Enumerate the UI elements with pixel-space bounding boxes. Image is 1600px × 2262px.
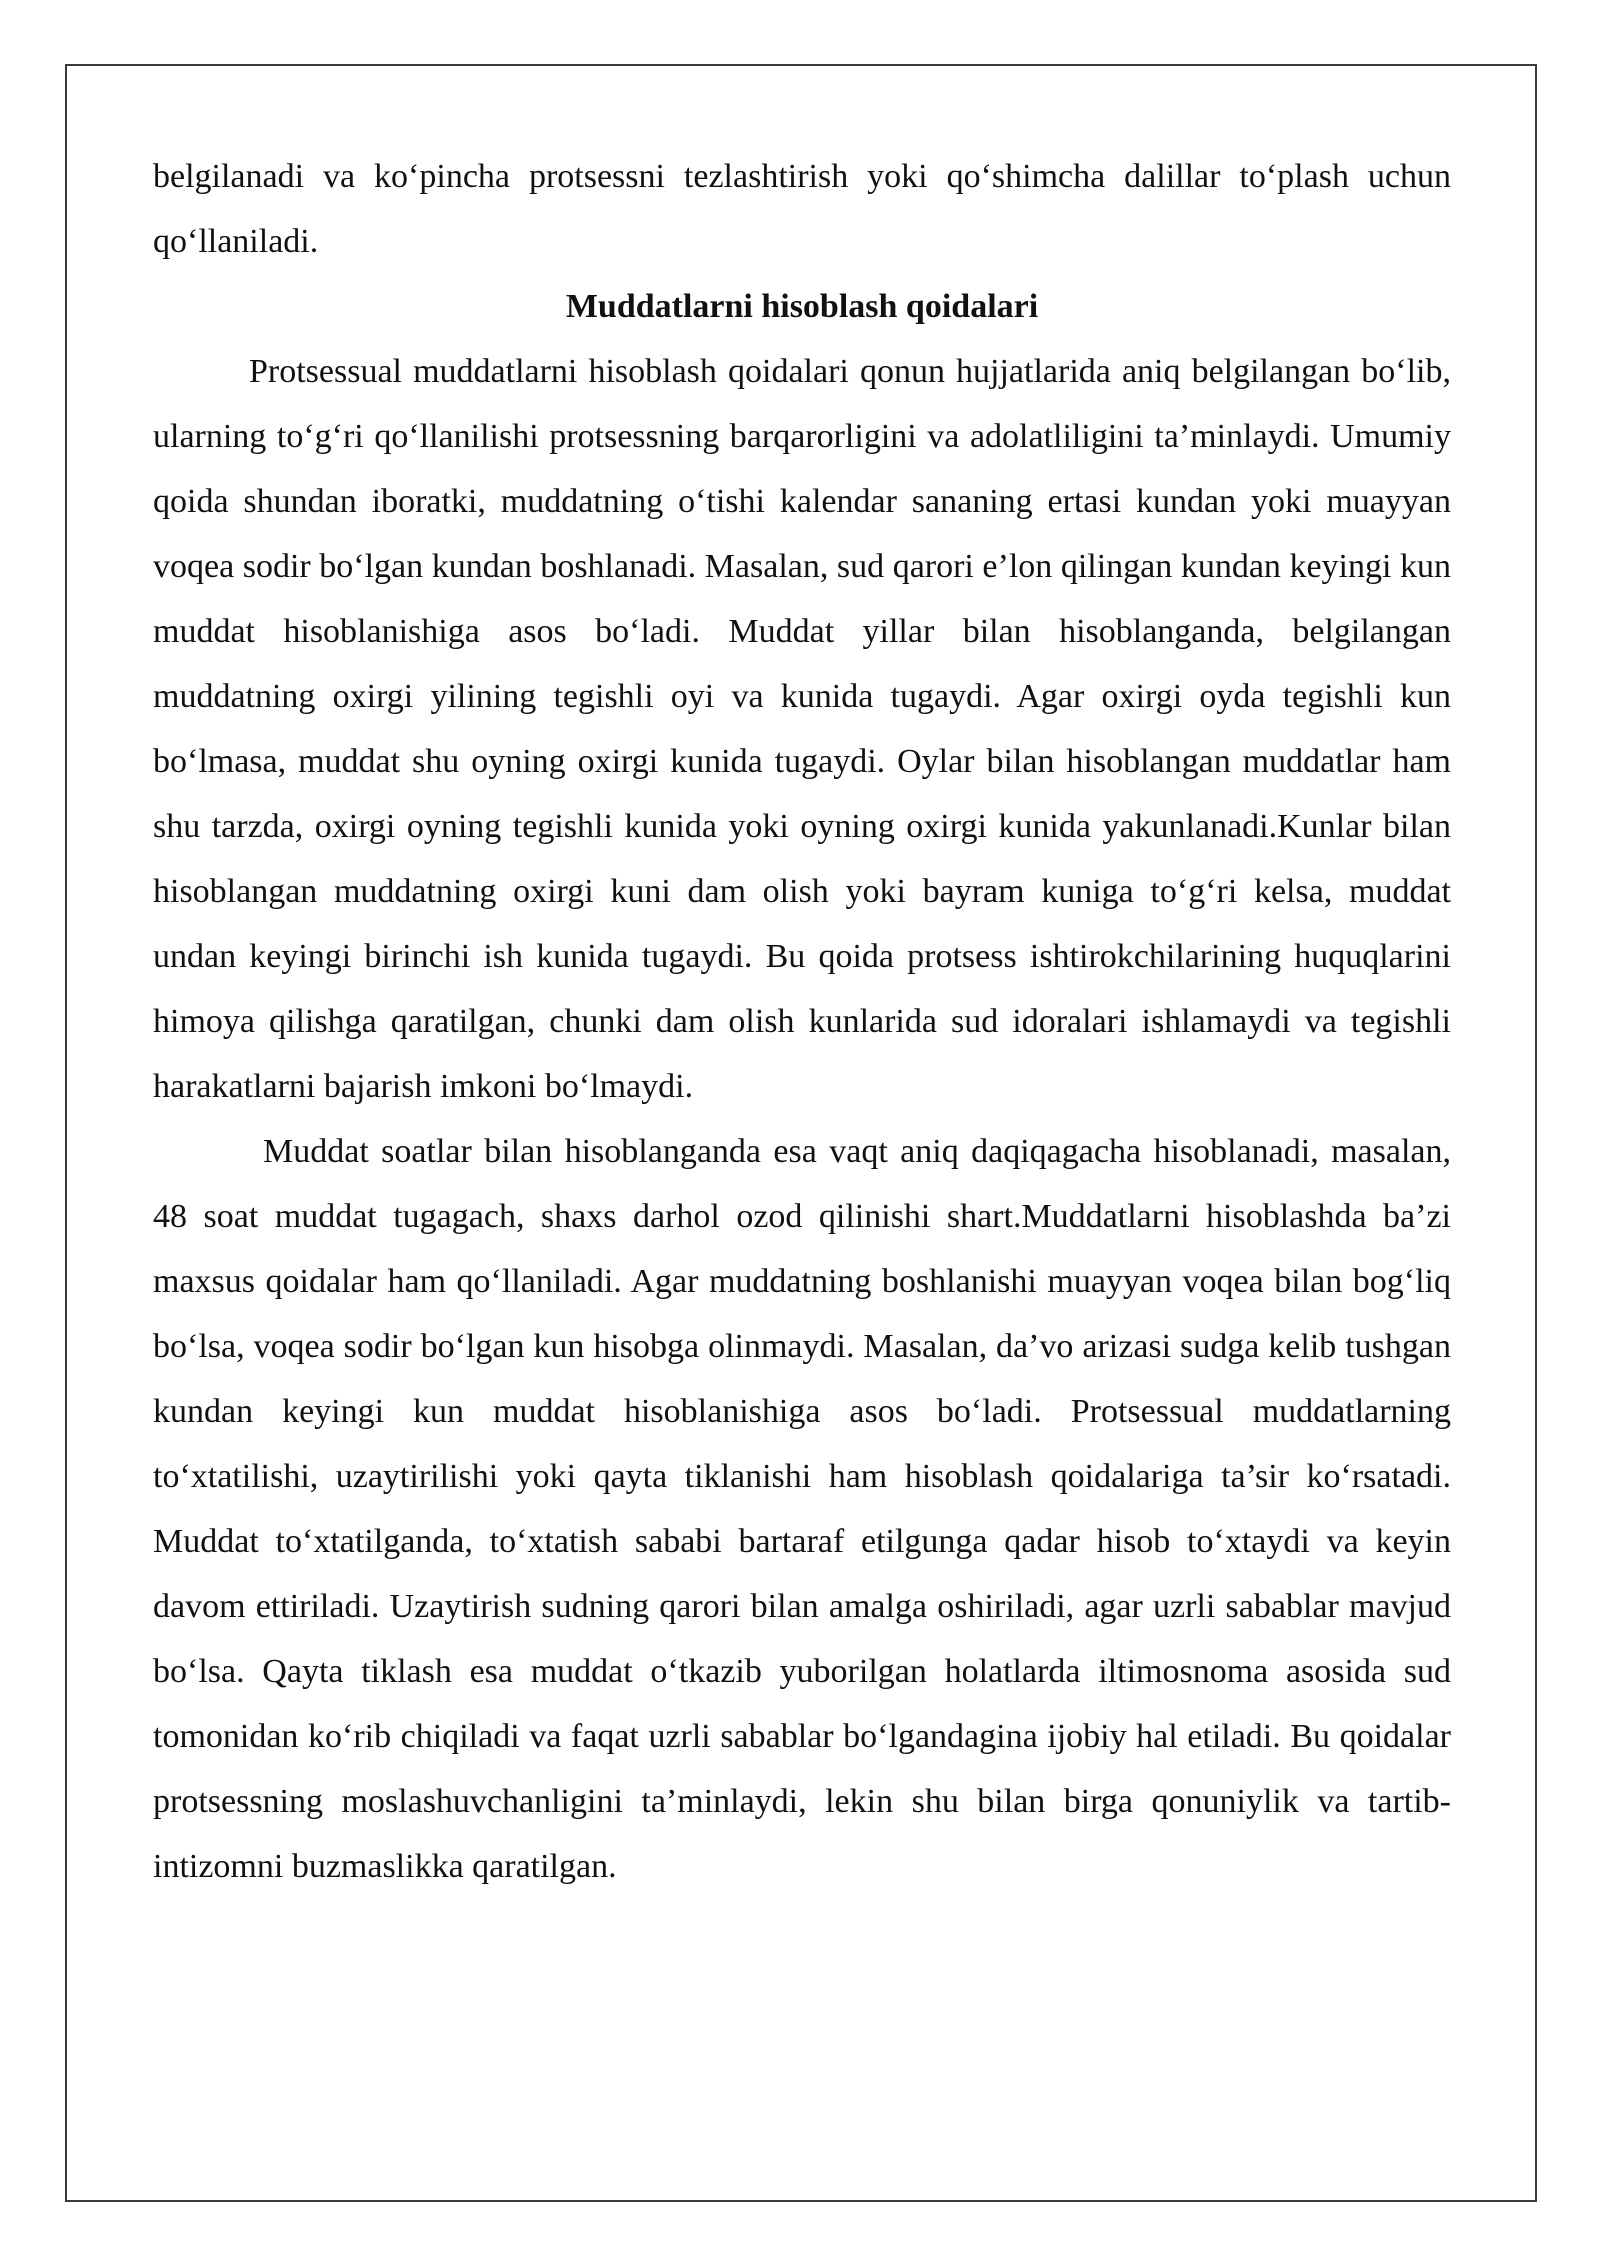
paragraph-hours: Muddat soatlar bilan hisoblanganda esa vaqt aniq daqiqagacha hisoblanadi, masalan, 48 soat muddat tugagach, shaxs darhol ozod qilinishi shart.Muddatlarni hisoblashda ba’zi maxsus qoidalar ham qo‘llaniladi. Agar muddatning boshlanishi muayyan voqea bilan bog‘liq bo‘lsa, voqea sodir bo‘lgan kun hisobga olinmaydi. Masalan, da’vo arizasi sudga kelib tushgan kundan keyingi kun muddat hisoblanishiga asos bo‘ladi. Protsessual muddatlarning to‘xtatilishi, uzaytirilishi yoki qayta tiklanishi ham hisoblash qoidalariga ta’sir ko‘rsatadi. Muddat to‘xtatilganda, to‘xtatish sababi bartaraf etilgunga qadar hisob to‘xtaydi va keyin davom ettiriladi. Uzaytirish sudning qarori bilan amalga oshiriladi, agar uzrli sabablar mavjud bo‘lsa. Qayta tiklash esa muddat o‘tkazib yuborilgan holatlarda iltimosnoma asosida sud tomonidan ko‘rib chiqiladi va faqat uzrli sabablar bo‘lgandagina ijobiy hal etiladi. Bu qoidalar protsessning moslashuvchanligini ta’minlaydi, lekin shu bilan birga qonuniylik va tartib-intizomni buzmaslikka qaratilgan. [153,1133,1451,1885]
section-heading: Muddatlarni hisoblash qoidalari [565,288,1039,325]
paragraph-continuation: belgilanadi va ko‘pincha protsessni tezlashtirish yoki qo‘shimcha dalillar to‘plash uchun qo‘llaniladi. [153,158,1451,260]
paragraph-rules: Protsessual muddatlarni hisoblash qoidalari qonun hujjatlarida aniq belgilangan bo‘lib, ularning to‘g‘ri qo‘llanilishi protsessning barqarorligini va adolatliligini ta’minlaydi. Umumiy qoida shundan iboratki, muddatning o‘tishi kalendar sananing ertasi kundan yoki muayyan voqea sodir bo‘lgan kundan boshlanadi. Masalan, sud qarori e’lon qilingan kundan keyingi kun muddat hisoblanishiga asos bo‘ladi. Muddat yillar bilan hisoblanganda, belgilangan muddatning oxirgi yilining tegishli oyi va kunida tugaydi. Agar oxirgi oyda tegishli kun bo‘lmasa, muddat shu oyning oxirgi kunida tugaydi. Oylar bilan hisoblangan muddatlar ham shu tarzda, oxirgi oyning tegishli kunida yoki oyning oxirgi kunida yakunlanadi.Kunlar bilan hisoblangan muddatning oxirgi kuni dam olish yoki bayram kuniga to‘g‘ri kelsa, muddat undan keyingi birinchi ish kunida tugaydi. Bu qoida protsess ishtirokchilarining huquqlarini himoya qilishga qaratilgan, chunki dam olish kunlarida sud idoralari ishlamaydi va tegishli harakatlarni bajarish imkoni bo‘lmaydi. [153,353,1451,1105]
document-body [153,144,1451,1899]
